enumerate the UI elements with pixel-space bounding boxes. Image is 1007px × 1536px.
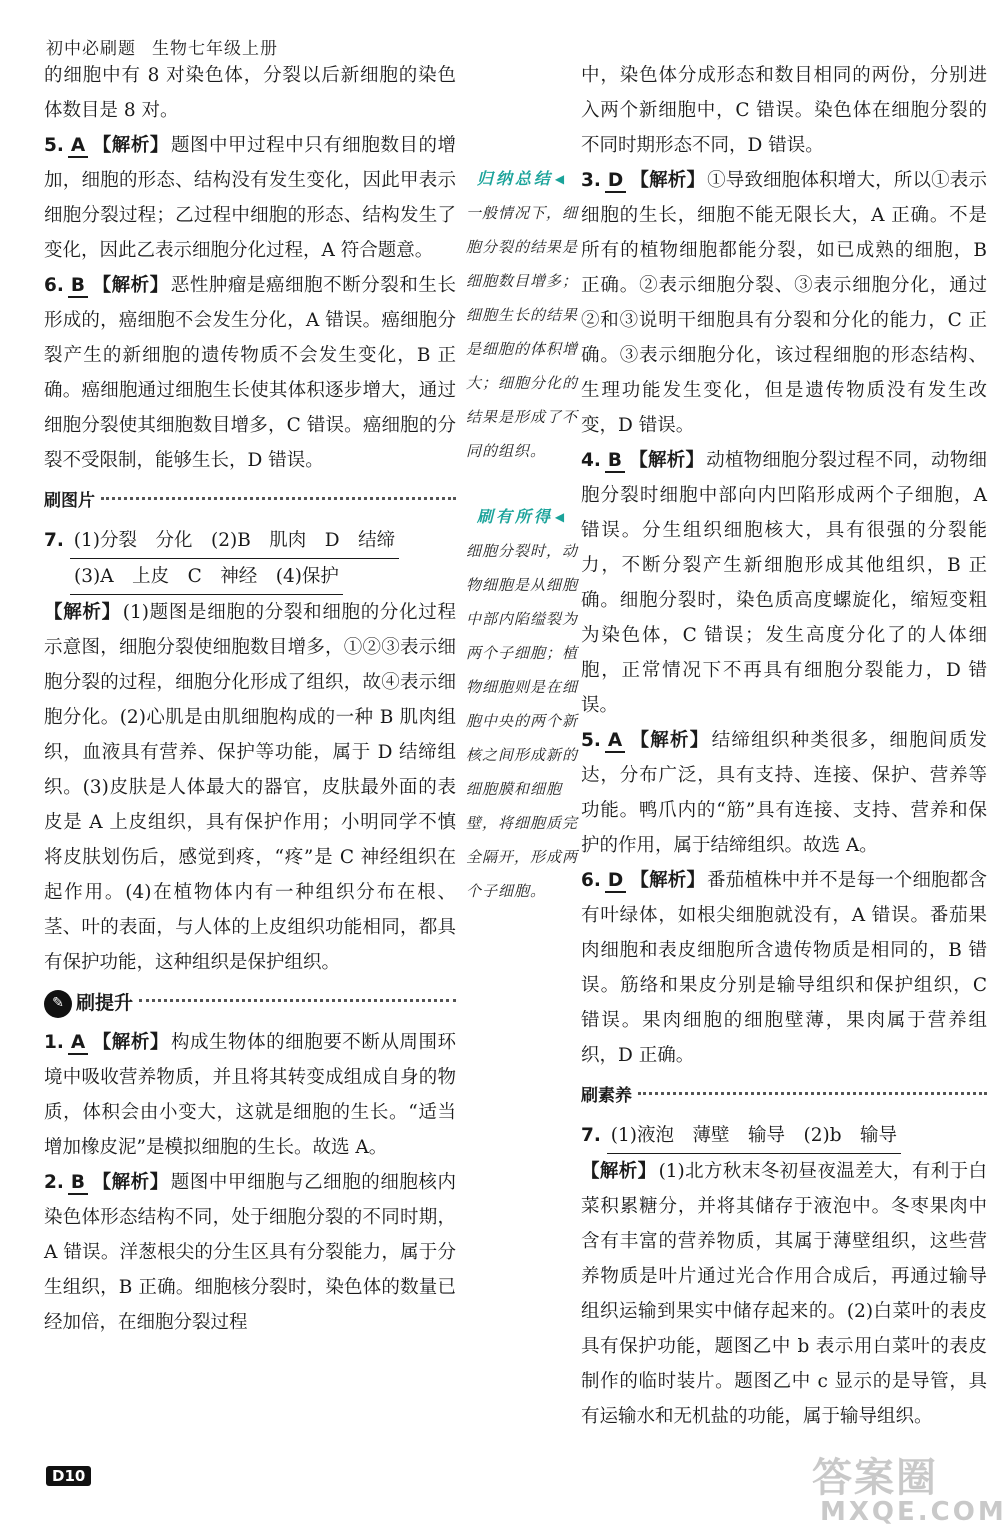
watermark-bottom: MXQE.COM xyxy=(820,1497,1007,1527)
side-text-gain: 细胞分裂时，动物细胞是从细胞中部内陷缢裂为两个子细胞；植物细胞则是在细胞中央的两个新核之间形成新的细胞膜和细胞壁，将细胞质完全隔开，形成两个子细胞。 xyxy=(466,542,579,900)
side-title-gain: 刷有所得 xyxy=(476,507,553,526)
answer-letter: B xyxy=(605,450,625,473)
pencil-badge-icon: ✎ xyxy=(44,990,72,1018)
side-note-gain xyxy=(466,500,578,908)
left-column xyxy=(44,58,456,1340)
answer-line-2: (3)A 上皮 C 神经 (4)保护 xyxy=(70,559,343,595)
question-7-right: 7. (1)液泡 薄壁 输导 (2)b 输导 【解析】 (1)北方秋末冬初昼夜温差大，有利于白菜积累糖分，并将其储存于液泡中。冬枣果肉中含有丰富的营养物质，其属于薄壁组织，这些营养物质是叶片通过光合作用合成后，再通过输导组织运输到果实中储存起来的。(2)白菜叶的表皮具有保护功能，题图乙中 b 表示用白菜叶的表皮制作的临时装片。题图乙中 c 显示的是导管，具有运输水和无机盐的功能，属于输导组织。 xyxy=(581,1118,987,1434)
side-text-summary: 一般情况下，细胞分裂的结果是细胞数目增多；细胞生长的结果是细胞的体积增大；细胞分化的结果是形成了不同的组织。 xyxy=(466,204,579,460)
question-7: 7. (1)分裂 分化 (2)B 肌肉 D 结缔 (3)A 上皮 C 神经 (4)保护 【解析】 (1)题图是细胞的分裂和细胞的分化过程示意图，细胞分裂使细胞数目增多，①②③表示细胞分裂的过程，细胞分化形成了组织，故④表示细胞分化。(2)心肌是由肌细胞构成的一种 B 肌肉组织，血液具有营养、保护等功能，属于 D 结缔组织。(3)皮肤是人体最大的器官，皮肤最外面的表皮是 A 上皮组织，具有保护作用；小明同学不慎将皮肤划伤后，感觉到疼，“疼”是 C 神经组织在起作用。(4)在植物体内有一种组织分布在根、茎、叶的表面，与人体的上皮组织功能相同，都具有保护功能，这种组织是保护组织。 xyxy=(44,523,456,980)
section-literacy: 刷素养 xyxy=(581,1079,987,1114)
dotted-divider xyxy=(101,497,456,500)
answer-line-1: (1)液泡 薄壁 输导 (2)b 输导 xyxy=(607,1118,901,1154)
watermark-logo xyxy=(812,1446,1007,1532)
page-number: D10 xyxy=(46,1466,91,1486)
question-6-right: 6. D 【解析】 番茄植株中并不是每一个细胞都含有叶绿体，如根尖细胞就没有，A 错误。番茄果肉细胞和表皮细胞所含遗传物质是相同的，B 错误。筋络和果皮分别是输导组织和保护组织，C 错误。果肉细胞的细胞壁薄，果肉属于营养组织，D 正确。 xyxy=(581,870,987,1066)
answer-letter: D xyxy=(605,870,626,893)
answer-letter: B xyxy=(68,275,88,298)
question-4: 4. B 【解析】 动植物细胞分裂过程不同，动物细胞分裂时细胞中部向内凹陷形成两个子细胞，A 错误。分生组织细胞核大，具有很强的分裂能力，不断分裂产生新细胞形成其他组织，B 正确。细胞分裂时，染色质高度螺旋化，缩短变粗为染色体，C 错误；发生高度分化了的人体细胞，正常情况下不再具有细胞分裂能力，D 错误。 xyxy=(581,450,987,716)
intro-text: 的细胞中有 8 对染色体，分裂以后新细胞的染色体数目是 8 对。 xyxy=(44,65,456,121)
right-column xyxy=(581,58,987,1434)
dotted-divider xyxy=(638,1092,987,1095)
question-3: 3. D 【解析】 ①导致细胞体积增大，所以①表示细胞的生长，细胞不能无限长大，A 正确。不是所有的植物细胞都能分裂，如已成熟的细胞，B 正确。②表示细胞分裂、③表示细胞分化，通过②和③说明干细胞具有分裂和分化的能力，C 正确。③表示细胞分化，该过程细胞的形态结构、生理功能发生变化，但是遗传物质没有发生改变，D 错误。 xyxy=(581,170,987,436)
section-pictures: 刷图片 xyxy=(44,484,456,519)
side-note-summary xyxy=(466,162,578,468)
question-5: 5. A 【解析】 题图中甲过程中只有细胞数目的增加，细胞的形态、结构没有发生变化，因此甲表示细胞分裂过程；乙过程中细胞的形态、结构发生了变化，因此乙表示细胞分化过程，A 符合题意。 xyxy=(44,135,456,261)
triangle-left-icon: ◀ xyxy=(554,510,568,524)
side-title-summary: 归纳总结 xyxy=(476,169,553,188)
question-6: 6. B 【解析】 恶性肿瘤是癌细胞不断分裂和生长形成的，癌细胞不会发生分化，A 错误。癌细胞分裂产生的新细胞的遗传物质不会发生变化，B 正确。癌细胞通过细胞生长使其体积逐步增大，通过细胞分裂使其细胞数目增多，C 错误。癌细胞的分裂不受限制，能够生长，D 错误。 xyxy=(44,275,456,471)
page-header xyxy=(46,34,278,59)
answer-letter: D xyxy=(605,170,626,193)
answer-line-1: (1)分裂 分化 (2)B 肌肉 D 结缔 xyxy=(70,523,399,559)
watermark-top: 答案圈 xyxy=(812,1455,938,1501)
subject-title: 生物七年级上册 xyxy=(152,39,278,59)
book-title: 初中必刷题 xyxy=(46,39,136,59)
answer-letter: B xyxy=(68,1172,88,1195)
upgrade-question-2: 2. B 【解析】 题图中甲细胞与乙细胞的细胞核内染色体形态结构不同，处于细胞分裂的不同时期，A 错误。洋葱根尖的分生区具有分裂能力，属于分生组织，B 正确。细胞核分裂时，染色体的数量已经加倍，在细胞分裂过程 xyxy=(44,1172,456,1333)
upgrade-question-1: 1. A 【解析】 构成生物体的细胞要不断从周围环境中吸收营养物质，并且将其转变成组成自身的物质，体积会由小变大，这就是细胞的生长。“适当增加橡皮泥”是模拟细胞的生长。故选 A。 xyxy=(44,1032,456,1158)
continued-text: 中，染色体分成形态和数目相同的两份，分别进入两个新细胞中，C 错误。染色体在细胞分裂的不同时期形态不同，D 错误。 xyxy=(581,65,987,156)
answer-letter: A xyxy=(68,1032,88,1055)
dotted-divider xyxy=(139,999,456,1002)
answer-letter: A xyxy=(68,135,88,158)
question-5-right: 5. A 【解析】 结缔组织种类很多，细胞间质发达，分布广泛，具有支持、连接、保护、营养等功能。鸭爪内的“筋”具有连接、支持、营养和保护的作用，属于结缔组织。故选 A。 xyxy=(581,730,987,856)
triangle-left-icon: ◀ xyxy=(554,172,568,186)
answer-letter: A xyxy=(605,730,625,753)
section-upgrade: ✎ 刷提升 xyxy=(44,986,456,1021)
